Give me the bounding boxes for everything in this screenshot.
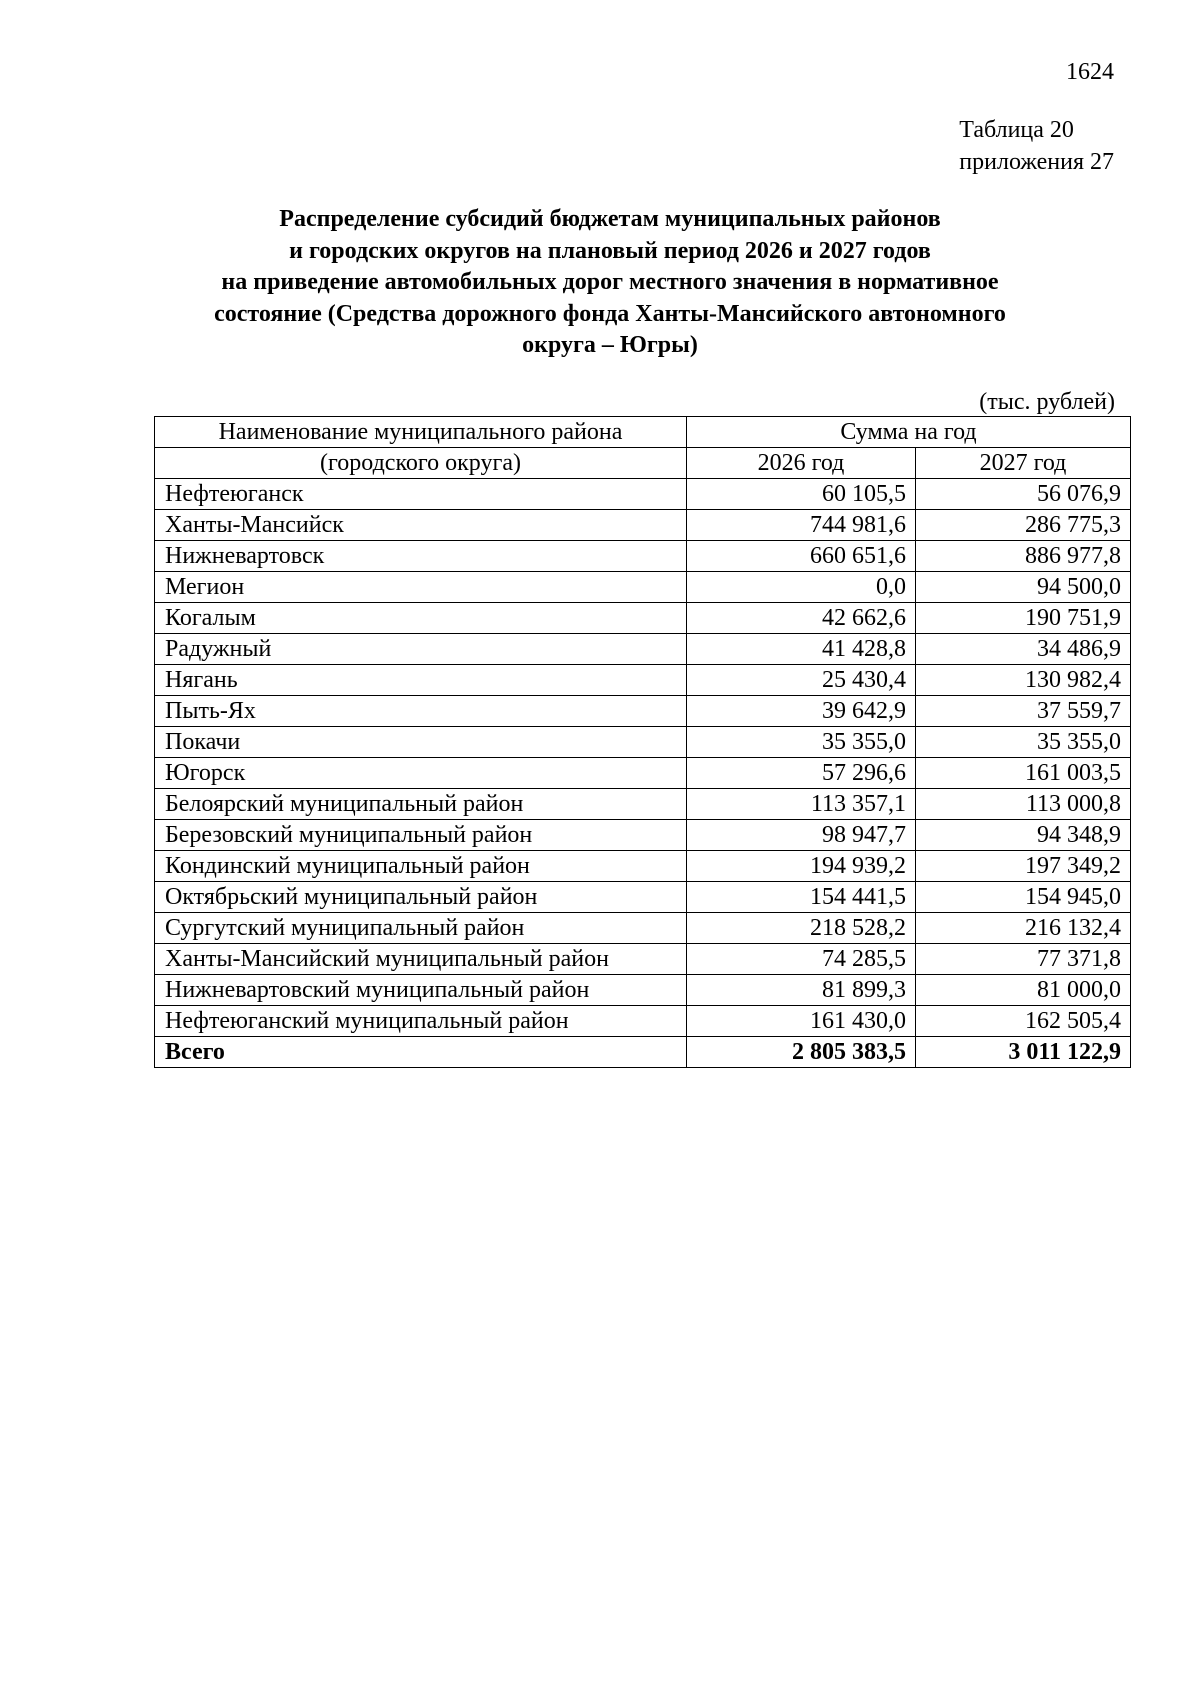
municipality-name: Радужный xyxy=(155,634,687,665)
title-line: и городских округов на плановый период 2026 и 2027 годов xyxy=(289,237,931,264)
municipality-name: Югорск xyxy=(155,758,687,789)
amount-2026: 74 285,5 xyxy=(687,944,916,975)
header-name-line1: Наименование муниципального района xyxy=(155,417,687,448)
amount-2026: 161 430,0 xyxy=(687,1006,916,1037)
table-row xyxy=(155,510,1131,541)
total-2026: 2 805 383,5 xyxy=(687,1037,916,1068)
municipality-name: Кондинский муниципальный район xyxy=(155,851,687,882)
municipality-name: Мегион xyxy=(155,572,687,603)
total-row xyxy=(155,1037,1131,1068)
amount-2027: 197 349,2 xyxy=(916,851,1131,882)
amount-2026: 60 105,5 xyxy=(687,479,916,510)
amount-2027: 154 945,0 xyxy=(916,882,1131,913)
table-row xyxy=(155,665,1131,696)
municipality-name: Березовский муниципальный район xyxy=(155,820,687,851)
amount-2026: 744 981,6 xyxy=(687,510,916,541)
amount-2027: 94 348,9 xyxy=(916,820,1131,851)
amount-2027: 37 559,7 xyxy=(916,696,1131,727)
header-name-line2: (городского округа) xyxy=(155,448,687,479)
table-row xyxy=(155,944,1131,975)
amount-2027: 190 751,9 xyxy=(916,603,1131,634)
table-body xyxy=(155,479,1131,1068)
table-row xyxy=(155,479,1131,510)
amount-2027: 94 500,0 xyxy=(916,572,1131,603)
document-title xyxy=(160,204,1060,362)
amount-2026: 35 355,0 xyxy=(687,727,916,758)
table-header xyxy=(155,417,1131,479)
header-sum: Сумма на год xyxy=(687,417,1131,448)
table-row xyxy=(155,634,1131,665)
title-line: Распределение субсидий бюджетам муниципальных районов xyxy=(279,206,941,232)
municipality-name: Октябрьский муниципальный район xyxy=(155,882,687,913)
amount-2027: 161 003,5 xyxy=(916,758,1131,789)
table-row xyxy=(155,758,1131,789)
table-row xyxy=(155,572,1131,603)
municipality-name: Ханты-Мансийский муниципальный район xyxy=(155,944,687,975)
municipality-name: Ханты-Мансийск xyxy=(155,510,687,541)
municipality-name: Покачи xyxy=(155,727,687,758)
amount-2027: 77 371,8 xyxy=(916,944,1131,975)
units-label: (тыс. рублей) xyxy=(979,389,1115,415)
amount-2026: 98 947,7 xyxy=(687,820,916,851)
total-2027: 3 011 122,9 xyxy=(916,1037,1131,1068)
title-line: на приведение автомобильных дорог местного значения в нормативное xyxy=(221,269,999,295)
municipality-name: Нижневартовск xyxy=(155,541,687,572)
table-row xyxy=(155,696,1131,727)
amount-2027: 886 977,8 xyxy=(916,541,1131,572)
amount-2026: 41 428,8 xyxy=(687,634,916,665)
table-row xyxy=(155,851,1131,882)
amount-2026: 39 642,9 xyxy=(687,696,916,727)
table-row xyxy=(155,1006,1131,1037)
amount-2026: 81 899,3 xyxy=(687,975,916,1006)
amount-2026: 25 430,4 xyxy=(687,665,916,696)
amount-2027: 162 505,4 xyxy=(916,1006,1131,1037)
table-row xyxy=(155,603,1131,634)
amount-2026: 194 939,2 xyxy=(687,851,916,882)
amount-2027: 56 076,9 xyxy=(916,479,1131,510)
amount-2026: 42 662,6 xyxy=(687,603,916,634)
table-reference-line: приложения 27 xyxy=(959,149,1114,175)
municipality-name: Нефтеюганск xyxy=(155,479,687,510)
header-year-2026: 2026 год xyxy=(687,448,916,479)
table-reference xyxy=(959,114,1114,178)
amount-2026: 113 357,1 xyxy=(687,789,916,820)
amount-2027: 216 132,4 xyxy=(916,913,1131,944)
table-row xyxy=(155,541,1131,572)
title-line: округа – Югры) xyxy=(522,332,698,358)
municipality-name: Пыть-Ях xyxy=(155,696,687,727)
amount-2026: 218 528,2 xyxy=(687,913,916,944)
municipality-name: Когалым xyxy=(155,603,687,634)
table-row xyxy=(155,882,1131,913)
amount-2026: 154 441,5 xyxy=(687,882,916,913)
page-number: 1624 xyxy=(1066,59,1114,85)
municipality-name: Нягань xyxy=(155,665,687,696)
amount-2027: 81 000,0 xyxy=(916,975,1131,1006)
municipality-name: Белоярский муниципальный район xyxy=(155,789,687,820)
amount-2027: 35 355,0 xyxy=(916,727,1131,758)
amount-2026: 0,0 xyxy=(687,572,916,603)
amount-2027: 286 775,3 xyxy=(916,510,1131,541)
amount-2027: 34 486,9 xyxy=(916,634,1131,665)
amount-2026: 660 651,6 xyxy=(687,541,916,572)
table-row xyxy=(155,975,1131,1006)
amount-2027: 113 000,8 xyxy=(916,789,1131,820)
amount-2026: 57 296,6 xyxy=(687,758,916,789)
subsidy-table xyxy=(154,416,1131,1068)
table-row xyxy=(155,727,1131,758)
table-row xyxy=(155,820,1131,851)
municipality-name: Сургутский муниципальный район xyxy=(155,913,687,944)
municipality-name: Нефтеюганский муниципальный район xyxy=(155,1006,687,1037)
table-reference-line: Таблица 20 xyxy=(959,117,1074,143)
header-year-2027: 2027 год xyxy=(916,448,1131,479)
amount-2027: 130 982,4 xyxy=(916,665,1131,696)
table-row xyxy=(155,789,1131,820)
table-row xyxy=(155,913,1131,944)
title-line: состояние (Средства дорожного фонда Ханты-Мансийского автономного xyxy=(214,300,1006,327)
municipality-name: Нижневартовский муниципальный район xyxy=(155,975,687,1006)
total-label: Всего xyxy=(155,1037,687,1068)
